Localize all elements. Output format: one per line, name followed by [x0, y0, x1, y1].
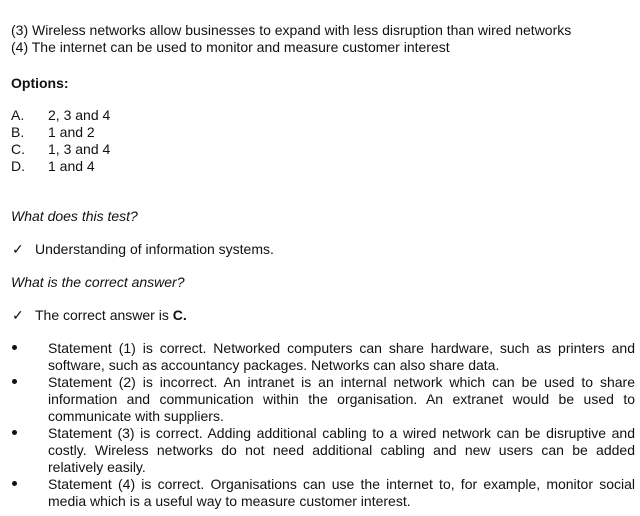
option-c [11, 141, 635, 158]
option-text: 2, 3 and 4 [48, 107, 111, 123]
option-a [11, 107, 635, 124]
test-question: What does this test? [11, 208, 138, 224]
explanation-text: Statement (3) is correct. Adding additional cabling to a wired network can be disruptive and costly. Wireless networks do not need additional cabling and new users can be added relatively easily. [48, 425, 635, 475]
correct-answer [11, 307, 635, 324]
bullet-icon [11, 374, 48, 425]
bullet-icon [11, 476, 48, 510]
statement-4: (4) The internet can be used to monitor and measure customer interest [11, 39, 450, 55]
option-letter: B. [11, 124, 25, 140]
correct-answer-text [35, 307, 187, 324]
statement-3: (3) Wireless networks allow businesses to expand with less disruption than wired networks [11, 22, 572, 38]
options-heading: Options: [11, 75, 69, 91]
list-item [11, 425, 635, 476]
option-letter: D. [11, 158, 25, 174]
correct-answer-question: What is the correct answer? [11, 274, 185, 290]
option-text: 1, 3 and 4 [48, 141, 111, 157]
options-list [11, 107, 635, 175]
option-text: 1 and 4 [48, 158, 95, 174]
list-item [11, 374, 635, 425]
list-item [11, 476, 635, 510]
correct-answer-prefix: The correct answer is [35, 307, 173, 323]
option-letter: A. [11, 107, 25, 123]
check-mark-icon: ✓ [12, 307, 24, 323]
explanation-text: Statement (2) is incorrect. An intranet is an internal network which can be used to share information and communication within the organisation. An extranet would be used to communicate with suppliers. [48, 374, 635, 424]
option-text: 1 and 2 [48, 124, 95, 140]
document-page [11, 22, 635, 510]
check-mark-icon: ✓ [12, 241, 24, 257]
list-item [11, 340, 635, 374]
option-b [11, 124, 635, 141]
option-letter: C. [11, 141, 25, 157]
correct-answer-letter: C. [172, 307, 187, 323]
explanation-text: Statement (4) is correct. Organisations can use the internet to, for example, monitor social media which is a useful way to measure customer interest. [48, 476, 635, 509]
explanation-list [11, 340, 635, 510]
test-answer [11, 241, 635, 258]
bullet-icon [11, 340, 48, 374]
bullet-icon [11, 425, 48, 476]
explanation-text: Statement (1) is correct. Networked computers can share hardware, such as printers and software, such as accountancy packages. Networks can also share data. [48, 340, 635, 373]
option-d [11, 158, 635, 175]
test-answer-text: Understanding of information systems. [35, 241, 274, 257]
